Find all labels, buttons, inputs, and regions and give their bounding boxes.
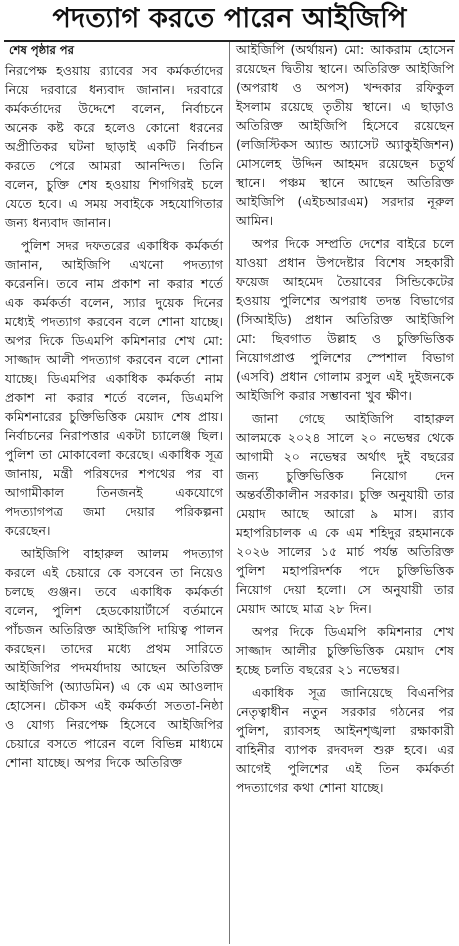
left-column xyxy=(5,40,223,776)
paragraph-right-2: অপর দিকে সম্প্রতি দেশের বাইরে চলে যাওয়া প্রধান উপদেষ্টার বিশেষ সহকারী ফয়েজ আহমেদ তৈয়াবের সিন্ডিকেটের হওয়ায় পুলিশের অপরাধ তদন্ত বিভাগের (সিআইডি) প্রধান অতিরিক্ত আইজিপি মো: ছিবগাত উল্লাহ ও চুক্তিভিত্তিক নিয়োগপ্রাপ্ত পুলিশের স্পেশাল বিভাগ (এসবি) প্রধান গোলাম রসুল এই দুইজনকে আইজিপি করার সম্ভাবনা খুব ক্ষীণ। xyxy=(236,236,454,403)
paragraph-left-2: পুলিশ সদর দফতরের একাধিক কর্মকর্তা জানান, আইজিপি এখনো পদত্যাগ করেননি। তবে নাম প্রকাশ না করার শর্তে এক কর্মকর্তা বলেন, স্যার দুয়েক দিনের মধ্যেই পদত্যাগ করবেন বলে শোনা যাচ্ছে। অপর দিকে ডিএমপি কমিশনার শেখ মো: সাজ্জাদ আলী পদত্যাগ করবেন বলে শোনা যাচ্ছে। ডিএমপির একাধিক কর্মকর্তা নাম প্রকাশ না করার শর্তে বলেন, ডিএমপি কমিশনারের চুক্তিভিত্তিক মেয়াদ শেষ প্রায়। নির্বাচনের নিরাপত্তার একটা চ্যালেঞ্জ ছিল। পুলিশ তা মোকাবেলা করেছে। একাধিক সূত্র জানায়, মন্ত্রী পরিষদের শপথের পর বা আগামীকাল তিনজনই একযোগে পদত্যাগপত্র জমা দেয়ার পরিকল্পনা করেছেন। xyxy=(5,238,223,538)
paragraph-right-5: একাধিক সূত্র জানিয়েছে বিএনপির নেতৃত্বাধীন নতুন সরকার গঠনের পর পুলিশ, র‌্যাবসহ আইনশৃঙ্খলা রক্ষাকারী বাহিনীর ব্যাপক রদবদল শুরু হবে। এর আগেই পুলিশের এই তিন কর্মকর্তা পদত্যাগের কথা শোনা যাচ্ছে। xyxy=(236,685,454,795)
paragraph-right-4: অপর দিকে ডিএমপি কমিশনার শেখ সাজ্জাদ আলীর চুক্তিভিত্তিক মেয়াদ শেষ হচ্ছে চলতি বছরের ২১ নভেম্বর। xyxy=(236,624,454,677)
paragraph-right-3: জানা গেছে আইজিপি বাহারুল আলমকে ২০২৪ সালে ২০ নভেম্বর থেকে আগামী ২০ নভেম্বর অর্থাৎ দুই বছরের জন্য চুক্তিভিত্তিক নিয়োগ দেন অন্তর্বর্তীকালীন সরকার। চুক্তি অনুযায়ী তার মেয়াদ আছে আরো ৯ মাস। র‌্যাব মহাপরিচালক এ কে এম শহিদুর রহমানকে ২০২৬ সালের ১৫ মার্চ পর্যন্ত অতিরিক্ত পুলিশ মহাপরিদর্শক পদে চুক্তিভিত্তিক নিয়োগ দেয়া হলো। সে অনুযায়ী তার মেয়াদ আছে মাত্র ২৮ দিন। xyxy=(236,411,454,616)
continued-from-label: শেষ পৃষ্ঠার পর xyxy=(9,43,74,57)
paragraph-left-1: নিরপেক্ষ হওয়ায় র‌্যাবের সব কর্মকর্তাদের নিয়ে দরবারে ধন্যবাদ জানান। দরবারে কর্মকর্তাদের উদ্দেশে বলেন, নির্বাচনে অনেক কষ্ট করে হলেও কোনো ধরনের অপ্রীতিকর ঘটনা ছাড়াই একটি নির্বাচন করতে পেরে আমরা আনন্দিত। তিনি বলেন, চুক্তি শেষ হওয়ায় শিগগিরই চলে যেতে হবে। এ সময় সবাইকে সহযোগিতার জন্য ধন্যবাদ জানান। xyxy=(5,63,223,230)
article-headline: পদত্যাগ করতে পারেন আইজিপি xyxy=(52,2,407,34)
paragraph-right-1: আইজিপি (অর্থায়ন) মো: আকরাম হোসেন রয়েছেন দ্বিতীয় স্থানে। অতিরিক্ত আইজিপি (অপরাধ ও অপস) খন্দকার রফিকুল ইসলাম রয়েছে তৃতীয় স্থানে। এ ছাড়াও অতিরিক্ত আইজিপি হিসেবে রয়েছেন (লজিস্টিকস অ্যান্ড অ্যাসেট অ্যাকুইজিশন) মোসলেহ উদ্দিন আহমদ রয়েছেন চতুর্থ স্থানে। পঞ্চম স্থানে আছেন অতিরিক্ত আইজিপি (এইচআরএম) সরদার নূরুল আমিন। xyxy=(236,42,454,228)
paragraph-left-3: আইজিপি বাহারুল আলম পদত্যাগ করলে এই চেয়ারে কে বসবেন তা নিয়েও চলছে গুঞ্জন। তবে একাধিক কর্মকর্তা বলেন, পুলিশ হেডকোয়ার্টার্সে বর্তমানে পাঁচজন অতিরিক্ত আইজিপি দায়িত্ব পালন করছেন। তাদের মধ্যে প্রথম সারিতে আইজিপির পদমর্যাদায় আছেন অতিরিক্ত আইজিপি (অ্যাডমিন) এ কে এম আওলাদ হোসেন। চৌকস এই কর্মকর্তা সততা-নিষ্ঠা ও যোগ্য নিরপেক্ষ হিসেবে আইজিপির চেয়ারে বসতে পারেন বলে বিভিন্ন মাধ্যমে শোনা যাচ্ছে। অপর দিকে অতিরিক্ত xyxy=(5,546,223,770)
right-column xyxy=(236,40,454,801)
column-divider xyxy=(229,42,230,944)
